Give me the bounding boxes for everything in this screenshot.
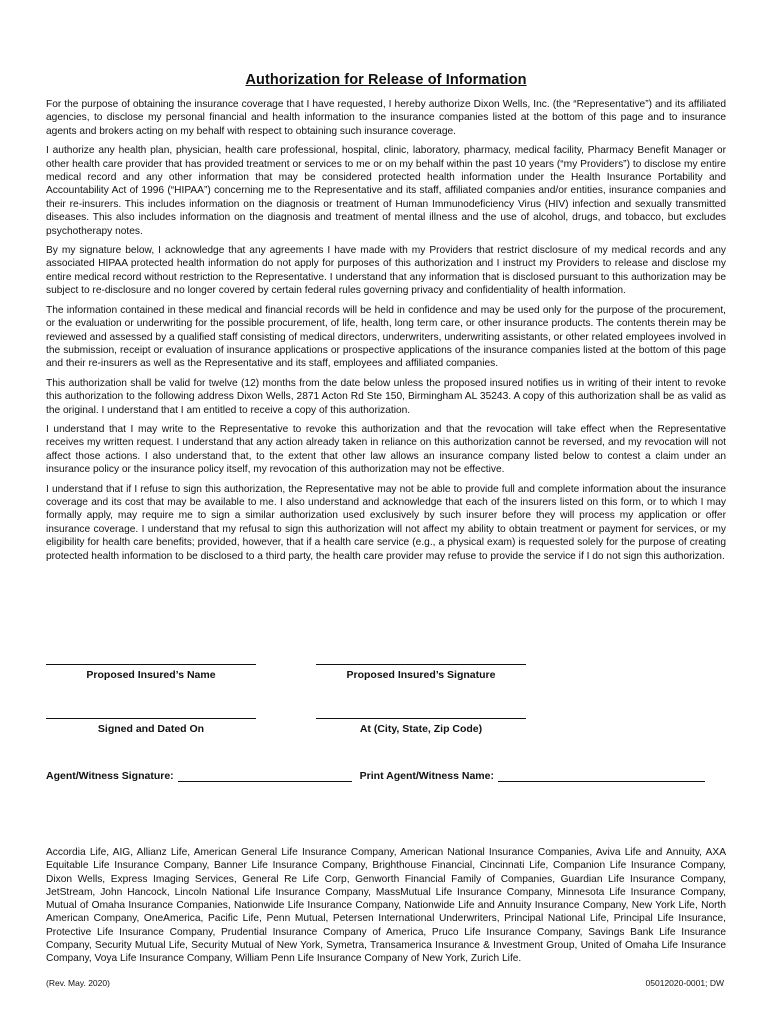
agent-signature-field[interactable] bbox=[178, 771, 352, 782]
paragraph-providers: I authorize any health plan, physician, health care professional, hospital, clinic, laboratory, pharmacy, medical facility, Pharmacy Benefit Manager or other health care provider that has provided treatment or services to me or on my behalf within the past 10 years (“my Providers”) to disclose my entire medical record and any other information that may be considered protected health information under the Health Insurance Portability and Accountability Act of 1996 (“HIPAA”) concerning me to the Representative and its staff, affiliated companies and/or entities, insurance companies and their re-insurers. This includes information on the diagnosis or treatment of Human Immunodeficiency Virus (HIV) infection and sexually transmitted diseases. This also includes information on the diagnosis and treatment of mental illness and the use of alcohol, drugs, and tobacco, but excludes psychotherapy notes. bbox=[46, 145, 726, 237]
paragraph-validity: This authorization shall be valid for twelve (12) months from the date below unless the proposed insured notifies us in writing of their intent to revoke this authorization to the following address Dixon Wells, 2871 Acton Rd Ste 150, Birmingham AL 35243. A copy of this authorization shall be as valid as the original. I understand that I am entitled to receive a copy of this authorization. bbox=[46, 377, 726, 416]
signed-dated-line bbox=[46, 718, 256, 719]
agent-signature-label: Agent/Witness Signature: bbox=[46, 770, 174, 782]
insured-signature-field[interactable] bbox=[316, 664, 526, 681]
signature-section bbox=[46, 664, 726, 794]
signed-dated-label: Signed and Dated On bbox=[97, 723, 205, 735]
document-body bbox=[46, 72, 726, 569]
insured-name-line bbox=[46, 664, 256, 665]
insured-signature-line bbox=[316, 664, 526, 665]
paragraph-confidentiality: The information contained in these medical and financial records will be held in confidence and may be used only for the purpose of the procurement, or the evaluation or underwriting for the possible procurement, of life, health, long term care, or other insurance products. The contents therein may be reviewed and assessed by a qualified staff consisting of medical directors, underwriters, underwriting assistants, or other related employees involved in the submission, receipt or evaluation of insurance applications or prospective applications of the insurance companies listed at the bottom of this page and their re-insurers as well as the Representative and its staff, employees and affiliated companies. bbox=[46, 304, 726, 370]
paragraph-revocation: I understand that I may write to the Representative to revoke this authorization and that the revocation will take effect when the Representative receives my written request. I understand that any action already taken in reliance on this authorization cannot be reversed, and my revocation will not affect those actions. I also understand that, to the extent that other law allows an insurance company listed below to contest a claim under an insurance policy or the insurance policy itself, my revocation of this authorization may not be effective. bbox=[46, 423, 726, 476]
agent-name-field[interactable] bbox=[498, 771, 705, 782]
insured-name-label: Proposed Insured’s Name bbox=[86, 669, 216, 681]
paragraph-refusal: I understand that if I refuse to sign this authorization, the Representative may not be able to provide full and complete information about the insurance coverage and its cost that may be available to me. I also understand and acknowledge that each of the insurers listed on this form, or to which I may formally apply, may require me to sign a similar authorization used exclusively by such insurer before they will process my application or offer insurance coverage. I understand that my refusal to sign this authorization will not affect my ability to obtain treatment or payment for services, or my eligibility for health care benefits; provided, however, that if a health care service (e.g., a physical exam) is requested solely for the purpose of creating protected health information to be disclosed to a third party, the health care provider may refuse to provide the service if I do not sign this authorization. bbox=[46, 483, 726, 562]
insured-name-field[interactable] bbox=[46, 664, 256, 681]
paragraph-acknowledgement: By my signature below, I acknowledge that any agreements I have made with my Providers that restrict disclosure of my medical records and any associated HIPAA protected health information do not apply for purposes of this authorization and I instruct my Providers to release and disclose my entire medical record without restriction to the Representative. I understand that any information that is disclosed pursuant to this authorization may be subject to re-disclosure and no longer covered by certain federal rules governing privacy and confidentiality of health information. bbox=[46, 245, 726, 297]
location-line bbox=[316, 718, 526, 719]
revision-date: (Rev. May. 2020) bbox=[46, 978, 110, 988]
signed-dated-field[interactable] bbox=[46, 718, 256, 735]
witness-row bbox=[46, 770, 726, 782]
insurance-companies-list: Accordia Life, AIG, Allianz Life, American General Life Insurance Company, American National Insurance Companies, Aviva Life and Annuity, AXA Equitable Life Insurance Company, Banner Life Insurance Company, Brighthouse Financial, Cincinnati Life, Companion Life Insurance Company, Dixon Wells, Express Imaging Services, General Re Life Corp, Genworth Financial Family of Companies, Guardian Life Insurance Company, JetStream, John Hancock, Lincoln National Life Insurance Company, MassMutual Life Insurance Company, Minnesota Life Insurance Company, Mutual of Omaha Insurance Companies, Nationwide Life Insurance Company, Nationwide Life and Annuity Insurance Company, New York Life, North American Company, OneAmerica, Pacific Life, Penn Mutual, Petersen International Underwriters, Principal National Life, Principal Life Insurance, Protective Life Insurance Company, Prudential Insurance Company of America, Pruco Life Insurance Company, Savings Bank Life Insurance Company, Security Mutual Life, Security Mutual of New York, Symetra, Transamerica Insurance & Investment Group, United of Omaha Life Insurance Company, Voya Life Insurance Company, William Penn Life Insurance Company of New York, Zurich Life. bbox=[46, 847, 726, 965]
paragraph-purpose: For the purpose of obtaining the insurance coverage that I have requested, I hereby authorize Dixon Wells, Inc. (the “Representative”) and its affiliated agencies, to disclose my personal financial and health information to the insurance companies listed at the bottom of this page and to insurance agents and brokers acting on my behalf with respect to obtaining such insurance coverage. bbox=[46, 99, 726, 137]
location-label: At (City, State, Zip Code) bbox=[359, 723, 483, 735]
page-title: Authorization for Release of Information bbox=[245, 72, 527, 88]
agent-name-label: Print Agent/Witness Name: bbox=[359, 770, 494, 782]
location-field[interactable] bbox=[316, 718, 526, 735]
insured-signature-label: Proposed Insured’s Signature bbox=[346, 669, 496, 681]
form-code: 05012020-0001; DW bbox=[645, 978, 724, 988]
